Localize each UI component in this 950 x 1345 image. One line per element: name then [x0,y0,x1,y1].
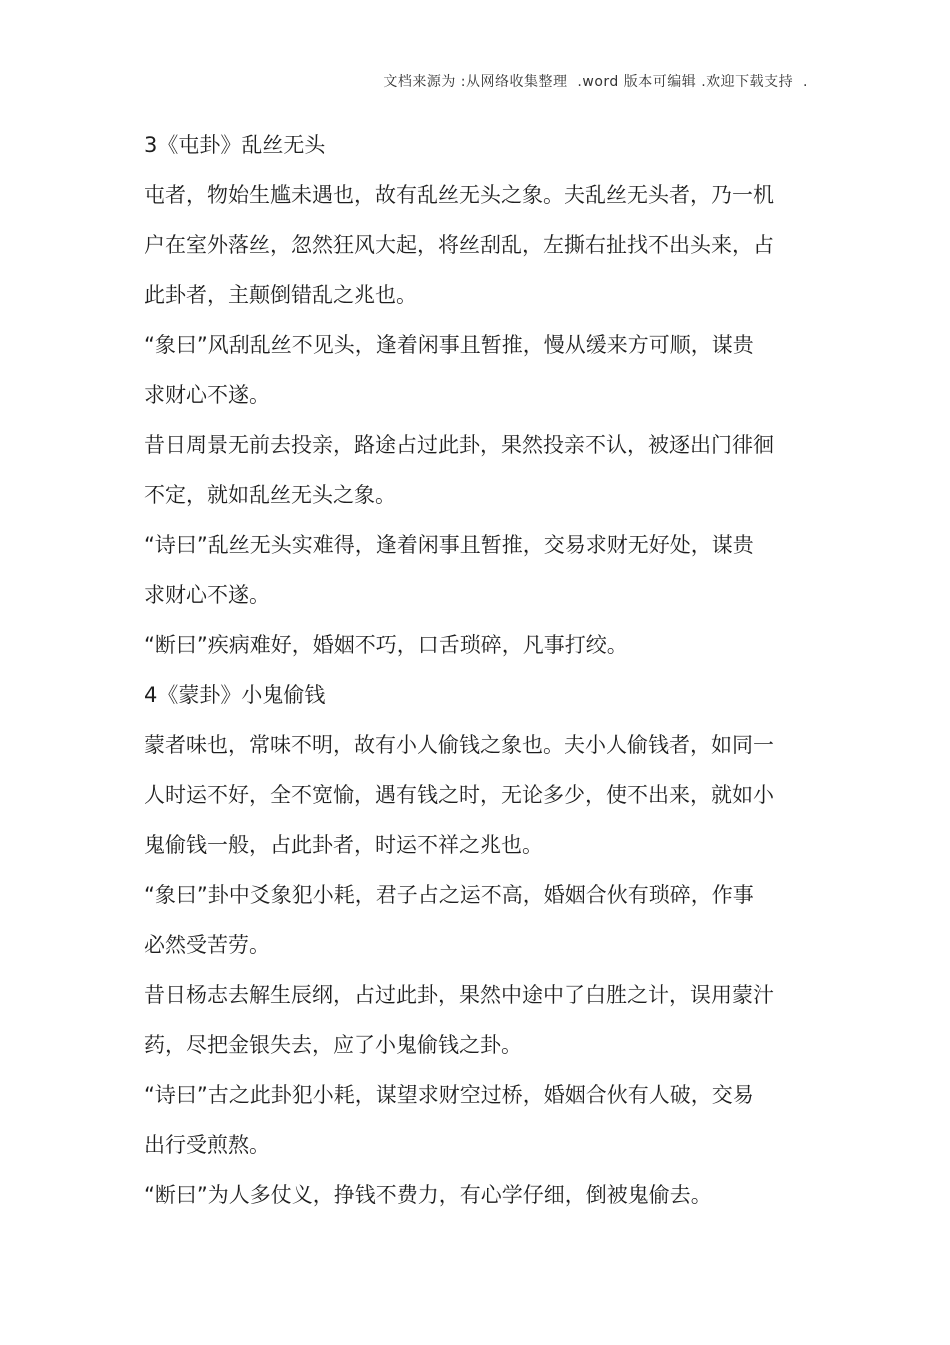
text-line: 昔日周景无前去投亲，路途占过此卦，果然投亲不认，被逐出门徘徊 [144,433,774,457]
text-line: 昔日杨志去解生辰纲，占过此卦，果然中途中了白胜之计，误用蒙汁 [144,983,774,1007]
text-line: 人时运不好，全不宽愉，遇有钱之时，无论多少，使不出来，就如小 [144,783,774,807]
text-line: “诗曰”古之此卦犯小耗，谋望求财空过桥，婚姻合伙有人破，交易 [144,1083,754,1107]
text-line: 必然受苦劳。 [144,933,270,957]
text-line: 此卦者，主颠倒错乱之兆也。 [144,283,417,307]
text-line: 求财心不遂。 [144,383,270,407]
section-3-title: 3《屯卦》乱丝无头 [144,133,326,157]
text-line: “断曰”疾病难好，婚姻不巧，口舌琐碎，凡事打绞。 [144,633,628,657]
text-line: 屯者，物始生尴未遇也，故有乱丝无头之象。夫乱丝无头者，乃一机 [144,183,774,207]
text-line: “象曰”风刮乱丝不见头，逢着闲事且暂推，慢从缓来方可顺，谋贵 [144,333,754,357]
text-line: 求财心不遂。 [144,583,270,607]
page-header-note: 文档来源为 :从网络收集整理 .word 版本可编辑 .欢迎下载支持 . [383,74,808,90]
text-line: “诗曰”乱丝无头实难得，逢着闲事且暂推，交易求财无好处，谋贵 [144,533,754,557]
text-line: 不定，就如乱丝无头之象。 [144,483,396,507]
text-line: 药，尽把金银失去，应了小鬼偷钱之卦。 [144,1033,522,1057]
text-line: “断曰”为人多仗义，挣钱不费力，有心学仔细，倒被鬼偷去。 [144,1183,712,1207]
text-line: 蒙者味也，常味不明，故有小人偷钱之象也。夫小人偷钱者，如同一 [144,733,774,757]
text-line: 鬼偷钱一般，占此卦者，时运不祥之兆也。 [144,833,543,857]
text-line: “象曰”卦中爻象犯小耗，君子占之运不高，婚姻合伙有琐碎，作事 [144,883,754,907]
text-line: 户在室外落丝，忽然狂风大起，将丝刮乱，左撕右扯找不出头来，占 [144,233,774,257]
text-line: 出行受煎熬。 [144,1133,270,1157]
section-4-title: 4《蒙卦》小鬼偷钱 [144,683,326,707]
